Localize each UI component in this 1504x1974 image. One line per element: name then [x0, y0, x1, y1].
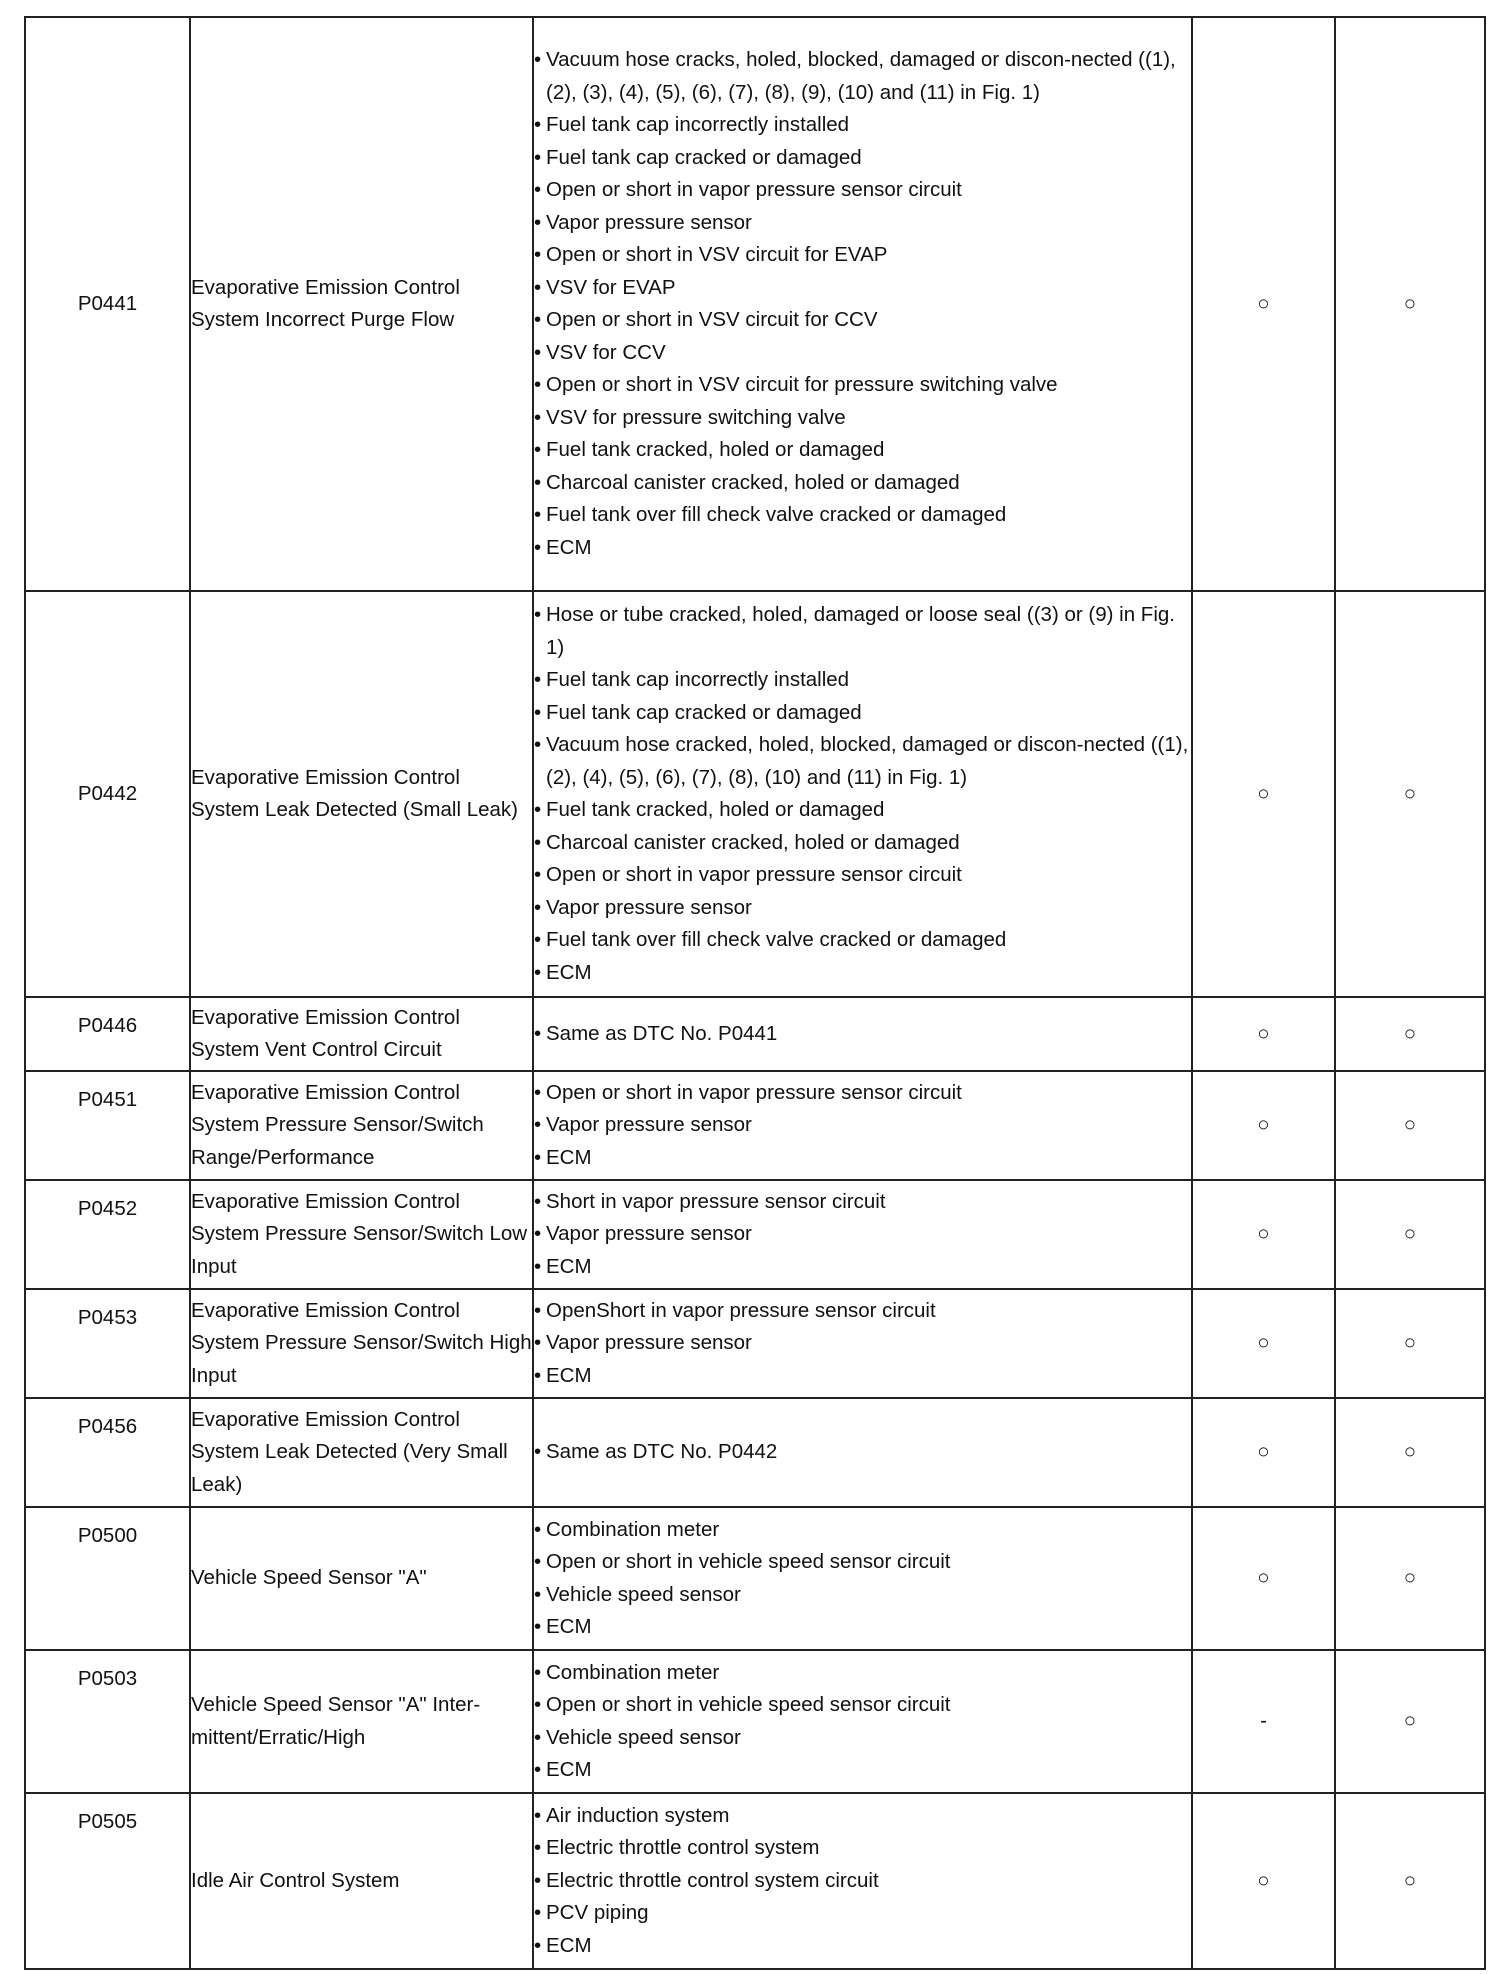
table-row — [25, 1180, 1485, 1289]
memory-symbol: ○ — [1403, 1222, 1417, 1246]
mil-mark — [1192, 1793, 1335, 1969]
list-item: • Vacuum hose cracks, holed, blocked, damaged or discon-nected ((1), (2), (3), (4), (5), (6), (7), (8), (9), (10) and (11) in Fig. 1) — [534, 44, 1191, 109]
mil-symbol: ○ — [1257, 1222, 1270, 1246]
trouble-area-list — [534, 1800, 1191, 1963]
list-item: • Fuel tank over fill check valve cracked or damaged — [534, 499, 1191, 532]
list-item: • Open or short in VSV circuit for pressure switching valve — [534, 369, 1191, 402]
trouble-area-cell — [533, 1650, 1192, 1793]
list-item: • Open or short in vapor pressure sensor circuit — [534, 859, 1191, 892]
trouble-area-list — [534, 1295, 1191, 1393]
mil-symbol: ○ — [1257, 1021, 1270, 1045]
mil-mark — [1192, 997, 1335, 1071]
list-item: • Charcoal canister cracked, holed or damaged — [534, 467, 1191, 500]
dtc-code: P0451 — [25, 1071, 190, 1180]
mil-symbol: ○ — [1257, 1868, 1270, 1892]
table-row — [25, 17, 1485, 591]
list-item: • VSV for pressure switching valve — [534, 402, 1191, 435]
detection-item: Idle Air Control System — [190, 1793, 533, 1969]
list-item: • Fuel tank cracked, holed or damaged — [534, 794, 1191, 827]
list-item: • Open or short in VSV circuit for EVAP — [534, 239, 1191, 272]
list-item: • Vapor pressure sensor — [534, 1218, 1191, 1251]
list-item: • VSV for CCV — [534, 337, 1191, 370]
list-item: • Combination meter — [534, 1657, 1191, 1690]
trouble-area-list — [534, 599, 1191, 989]
list-item: • ECM — [534, 532, 1191, 565]
list-item: • Open or short in vehicle speed sensor circuit — [534, 1689, 1191, 1722]
list-item: • Vapor pressure sensor — [534, 207, 1191, 240]
list-item: • VSV for EVAP — [534, 272, 1191, 305]
mil-mark — [1192, 1180, 1335, 1289]
dtc-code: P0441 — [25, 17, 190, 591]
list-item: • Fuel tank cap cracked or damaged — [534, 142, 1191, 175]
list-item: • Same as DTC No. P0442 — [534, 1436, 1191, 1469]
memory-symbol: ○ — [1403, 1440, 1417, 1464]
list-item: • Air induction system — [534, 1800, 1191, 1833]
trouble-area-cell — [533, 1071, 1192, 1180]
detection-item: Evaporative Emission Control System Leak Detected (Small Leak) — [190, 591, 533, 997]
trouble-area-cell — [533, 591, 1192, 997]
list-item: • ECM — [534, 1251, 1191, 1284]
dtc-page — [24, 16, 1484, 1970]
list-item: • Vapor pressure sensor — [534, 1109, 1191, 1142]
detection-item: Evaporative Emission Control System Pressure Sensor/Switch Low Input — [190, 1180, 533, 1289]
trouble-area-cell — [533, 17, 1192, 591]
mil-mark — [1192, 1289, 1335, 1398]
list-item: • Charcoal canister cracked, holed or damaged — [534, 827, 1191, 860]
list-item: • ECM — [534, 1930, 1191, 1963]
mil-symbol: ○ — [1257, 781, 1270, 805]
list-item: • Combination meter — [534, 1514, 1191, 1547]
table-row — [25, 997, 1485, 1071]
list-item: • Fuel tank cap cracked or damaged — [534, 697, 1191, 730]
trouble-area-list — [534, 1077, 1191, 1175]
memory-mark — [1335, 1071, 1485, 1180]
table-row — [25, 1071, 1485, 1180]
mil-symbol: ○ — [1257, 1440, 1270, 1464]
memory-symbol: ○ — [1403, 1021, 1417, 1045]
list-item: • Open or short in VSV circuit for CCV — [534, 304, 1191, 337]
list-item: • Fuel tank over fill check valve cracked or damaged — [534, 924, 1191, 957]
list-item: • Fuel tank cap incorrectly installed — [534, 664, 1191, 697]
trouble-area-list — [534, 1514, 1191, 1644]
detection-item: Evaporative Emission Control System Pressure Sensor/Switch High Input — [190, 1289, 533, 1398]
memory-symbol: ○ — [1403, 1331, 1417, 1355]
memory-symbol: ○ — [1403, 291, 1417, 315]
trouble-area-list — [534, 1018, 1191, 1051]
memory-mark — [1335, 1507, 1485, 1650]
list-item: • Vapor pressure sensor — [534, 1327, 1191, 1360]
list-item: • ECM — [534, 957, 1191, 990]
detection-item: Evaporative Emission Control System Incorrect Purge Flow — [190, 17, 533, 591]
table-row — [25, 1398, 1485, 1507]
list-item: • Short in vapor pressure sensor circuit — [534, 1186, 1191, 1219]
list-item: • Electric throttle control system — [534, 1832, 1191, 1865]
list-item: • Open or short in vehicle speed sensor circuit — [534, 1546, 1191, 1579]
trouble-area-list — [534, 1657, 1191, 1787]
trouble-area-cell — [533, 1507, 1192, 1650]
dtc-code: P0505 — [25, 1793, 190, 1969]
dtc-table — [24, 16, 1486, 1970]
mil-symbol: - — [1260, 1709, 1267, 1733]
mil-symbol: ○ — [1257, 291, 1270, 315]
detection-item: Vehicle Speed Sensor "A" Inter-mittent/Erratic/High — [190, 1650, 533, 1793]
memory-mark — [1335, 1180, 1485, 1289]
mil-mark — [1192, 1398, 1335, 1507]
mil-mark — [1192, 17, 1335, 591]
table-row — [25, 1507, 1485, 1650]
list-item: • ECM — [534, 1611, 1191, 1644]
memory-symbol: ○ — [1403, 1709, 1417, 1733]
list-item: • Vehicle speed sensor — [534, 1722, 1191, 1755]
list-item: • PCV piping — [534, 1897, 1191, 1930]
trouble-area-list — [534, 1436, 1191, 1469]
trouble-area-list — [534, 44, 1191, 564]
dtc-table-body — [25, 17, 1485, 1969]
list-item: • Open or short in vapor pressure sensor circuit — [534, 174, 1191, 207]
detection-item: Vehicle Speed Sensor "A" — [190, 1507, 533, 1650]
memory-mark — [1335, 1289, 1485, 1398]
memory-mark — [1335, 17, 1485, 591]
memory-mark — [1335, 591, 1485, 997]
list-item: • Vapor pressure sensor — [534, 892, 1191, 925]
detection-item: Evaporative Emission Control System Vent Control Circuit — [190, 997, 533, 1071]
list-item: • Hose or tube cracked, holed, damaged or loose seal ((3) or (9) in Fig. 1) — [534, 599, 1191, 664]
mil-symbol: ○ — [1257, 1331, 1270, 1355]
memory-mark — [1335, 1793, 1485, 1969]
trouble-area-cell — [533, 1398, 1192, 1507]
trouble-area-cell — [533, 1793, 1192, 1969]
memory-mark — [1335, 1650, 1485, 1793]
mil-symbol: ○ — [1257, 1566, 1270, 1590]
memory-mark — [1335, 1398, 1485, 1507]
list-item: • Same as DTC No. P0441 — [534, 1018, 1191, 1051]
detection-item: Evaporative Emission Control System Pressure Sensor/Switch Range/Performance — [190, 1071, 533, 1180]
dtc-code: P0453 — [25, 1289, 190, 1398]
mil-mark — [1192, 1650, 1335, 1793]
memory-symbol: ○ — [1403, 781, 1417, 805]
dtc-code: P0452 — [25, 1180, 190, 1289]
memory-symbol: ○ — [1403, 1113, 1417, 1137]
table-row — [25, 591, 1485, 997]
dtc-code: P0456 — [25, 1398, 190, 1507]
mil-mark — [1192, 1507, 1335, 1650]
memory-symbol: ○ — [1403, 1566, 1417, 1590]
list-item: • Vehicle speed sensor — [534, 1579, 1191, 1612]
trouble-area-cell — [533, 997, 1192, 1071]
dtc-code: P0446 — [25, 997, 190, 1071]
list-item: • Fuel tank cap incorrectly installed — [534, 109, 1191, 142]
table-row — [25, 1289, 1485, 1398]
dtc-code: P0503 — [25, 1650, 190, 1793]
detection-item: Evaporative Emission Control System Leak Detected (Very Small Leak) — [190, 1398, 533, 1507]
list-item: • ECM — [534, 1754, 1191, 1787]
mil-mark — [1192, 1071, 1335, 1180]
list-item: • Fuel tank cracked, holed or damaged — [534, 434, 1191, 467]
trouble-area-cell — [533, 1289, 1192, 1398]
table-row — [25, 1650, 1485, 1793]
list-item: • Open or short in vapor pressure sensor circuit — [534, 1077, 1191, 1110]
table-row — [25, 1793, 1485, 1969]
dtc-code: P0442 — [25, 591, 190, 997]
dtc-code: P0500 — [25, 1507, 190, 1650]
list-item: • ECM — [534, 1360, 1191, 1393]
list-item: • Electric throttle control system circuit — [534, 1865, 1191, 1898]
list-item: • OpenShort in vapor pressure sensor circuit — [534, 1295, 1191, 1328]
memory-mark — [1335, 997, 1485, 1071]
memory-symbol: ○ — [1403, 1868, 1417, 1892]
trouble-area-list — [534, 1186, 1191, 1284]
list-item: • Vacuum hose cracked, holed, blocked, damaged or discon-nected ((1), (2), (4), (5), (6), (7), (8), (10) and (11) in Fig. 1) — [534, 729, 1191, 794]
trouble-area-cell — [533, 1180, 1192, 1289]
mil-symbol: ○ — [1257, 1113, 1270, 1137]
list-item: • ECM — [534, 1142, 1191, 1175]
mil-mark — [1192, 591, 1335, 997]
